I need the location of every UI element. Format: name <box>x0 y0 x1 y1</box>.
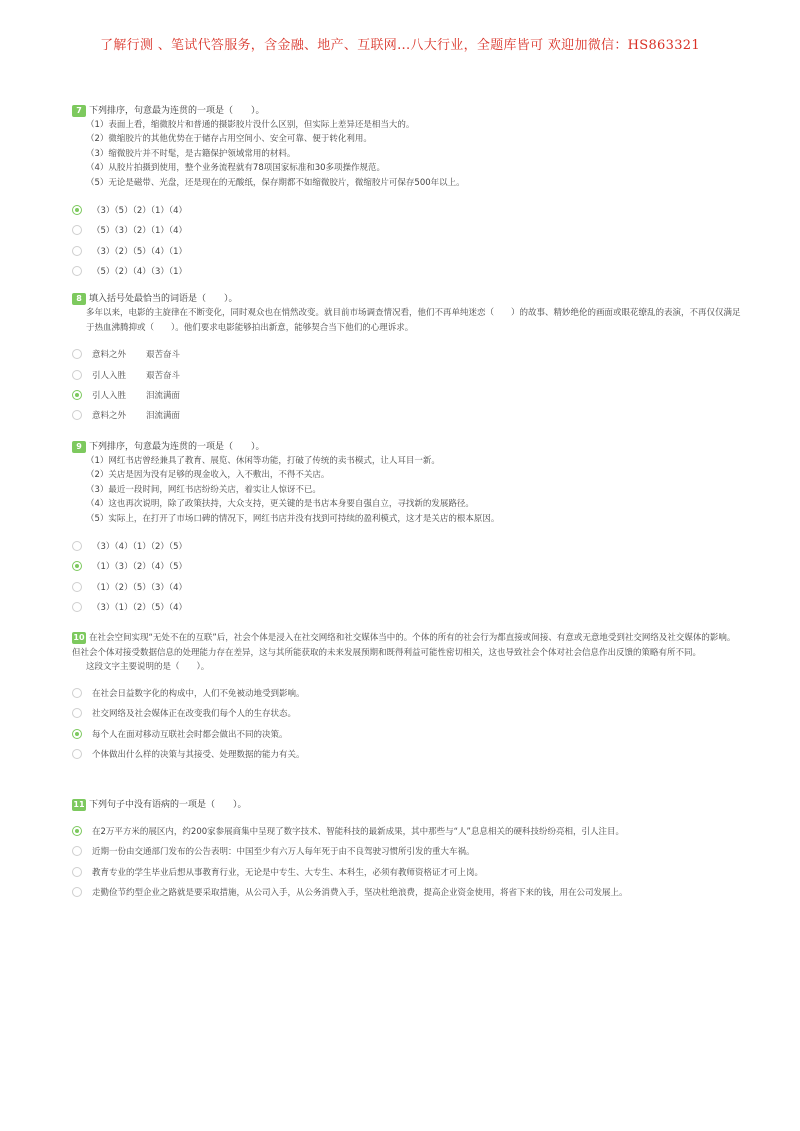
sentence-line: （4）这也再次说明，除了政策扶持，大众支持，更关键的是书店本身要自强自立，寻找新的发展路径。 <box>86 499 474 510</box>
question-stem: 下列排序，句意最为连贯的一项是（ ）。 <box>89 106 265 116</box>
option-c[interactable] <box>72 385 742 405</box>
option-word-2: 艰苦奋斗 <box>146 370 181 381</box>
option-c[interactable] <box>72 862 742 882</box>
option-label: 走勤俭节约型企业之路就是要采取措施，从公司入手，从公务消费入手，坚决杜绝浪费，提高企业资金使用，将省下来的钱，用在公司发展上。 <box>92 888 628 899</box>
option-label: （1）（3）（2）（4）（5） <box>92 562 188 573</box>
radio-button[interactable] <box>72 541 82 551</box>
question-9 <box>72 440 742 617</box>
radio-button[interactable] <box>72 887 82 897</box>
question-10 <box>72 631 742 764</box>
options-list <box>72 683 742 764</box>
option-a[interactable] <box>72 821 742 841</box>
option-label: （3）（5）（2）（1）（4） <box>92 206 188 217</box>
sentence-line: （1）网红书店曾经兼具了教育、展览、休闲等功能，打破了传统的卖书模式，让人耳目一新。 <box>86 456 440 466</box>
option-word-1: 引人入胜 <box>92 390 127 401</box>
sentence-line: （3）缩微胶片并不时髦，是古籍保护领域常用的材料。 <box>86 148 296 159</box>
option-b[interactable] <box>72 220 742 240</box>
options-list <box>72 200 742 281</box>
option-label: （3）（4）（1）（2）（5） <box>92 542 188 553</box>
option-word-2: 艰苦奋斗 <box>146 350 181 361</box>
radio-button[interactable] <box>72 370 82 380</box>
option-d[interactable] <box>72 744 742 764</box>
sentence-line: （2）微缩胶片的其他优势在于储存占用空间小、安全可靠、便于转化利用。 <box>86 134 372 145</box>
question-ask: 这段文字主要说明的是（ ）。 <box>86 662 210 673</box>
radio-button[interactable] <box>72 867 82 877</box>
question-stem: 在社会空间实现“无处不在的互联”后，社会个体是浸入在社交网络和社交媒体当中的。个体的所有的社会行为都直接或间接、有意或无意地受到社交网络及社交媒体的影响。但社会个体对接受数据信息的处理能力存在差异，这与其所能获取的未来发展预期和既得利益可能性密切相关，这也导致社会个体对社会信息作出反馈的策略有所不同。 <box>72 633 736 658</box>
option-b[interactable] <box>72 556 742 576</box>
radio-button-checked[interactable] <box>72 826 82 836</box>
option-label: 每个人在面对移动互联社会时都会做出不同的决策。 <box>92 729 288 740</box>
option-word-2: 泪流满面 <box>146 411 181 422</box>
sentence-line: （5）实际上，在打开了市场口碑的情况下，网红书店并没有找到可持续的盈利模式，这才是关店的根本原因。 <box>86 513 500 524</box>
radio-button[interactable] <box>72 688 82 698</box>
radio-button[interactable] <box>72 846 82 856</box>
promo-banner: 了解行测 、笔试代答服务，含金融、地产、互联网...八大行业，全题库皆可 欢迎加微信：HS863321 <box>100 38 700 53</box>
option-label: 在2万平方米的展区内，约200家参展商集中呈现了数字技术、智能科技的最新成果，其中那些与“人”息息相关的硬科技纷纷亮相，引人注目。 <box>92 827 624 838</box>
question-stem: 下列句子中没有语病的一项是（ ）。 <box>89 800 247 810</box>
option-label: （3）（1）（2）（5）（4） <box>92 603 188 614</box>
option-label: 个体做出什么样的决策与其接受、处理数据的能力有关。 <box>92 749 305 760</box>
sentence-line: （5）无论是磁带、光盘，还是现在的无酸纸，保存期都不如缩微胶片，微缩胶片可保存500年以上。 <box>86 177 465 188</box>
option-label: 教育专业的学生毕业后想从事教育行业，无论是中专生、大专生、本科生，必须有教师资格证才可上岗。 <box>92 867 484 878</box>
question-number-badge: 10 <box>73 632 85 642</box>
radio-button[interactable] <box>72 410 82 420</box>
option-c[interactable] <box>72 577 742 597</box>
option-label: 在社会日益数字化的构成中，人们不免被动地受到影响。 <box>92 688 305 699</box>
radio-button[interactable] <box>72 582 82 592</box>
options-list <box>72 536 742 617</box>
question-8 <box>72 292 742 425</box>
question-11 <box>72 798 742 902</box>
option-c[interactable] <box>72 723 742 743</box>
radio-button[interactable] <box>72 749 82 759</box>
sentence-line: （1）表面上看，缩微胶片和普通的摄影胶片没什么区别，但实际上差异还是相当大的。 <box>86 120 415 130</box>
option-a[interactable] <box>72 683 742 703</box>
option-word-1: 引人入胜 <box>92 370 127 381</box>
radio-button[interactable] <box>72 225 82 235</box>
question-7 <box>72 104 742 281</box>
option-word-1: 意料之外 <box>92 411 127 422</box>
option-label: 近期一份由交通部门发布的公告表明：中国至少有六万人每年死于由不良驾驶习惯所引发的重大车祸。 <box>92 847 475 858</box>
option-a[interactable] <box>72 344 742 364</box>
option-d[interactable] <box>72 597 742 617</box>
option-word-2: 泪流满面 <box>146 390 181 401</box>
radio-button[interactable] <box>72 602 82 612</box>
option-label: （5）（3）（2）（1）（4） <box>92 226 188 237</box>
option-b[interactable] <box>72 364 742 384</box>
option-label: 社交网络及社会媒体正在改变我们每个人的生存状态。 <box>92 709 297 720</box>
question-passage <box>72 631 742 660</box>
options-list <box>72 344 742 425</box>
sentence-line: （2）关店是因为没有足够的现金收入，入不敷出，不得不关店。 <box>86 470 330 481</box>
sentence-line: （3）最近一段时间，网红书店纷纷关店，着实让人惊讶不已。 <box>86 484 321 495</box>
sentence-line: （4）从胶片拍摄到使用，整个业务流程就有78项国家标准和30多项操作规范。 <box>86 163 386 174</box>
option-label: （5）（2）（4）（3）（1） <box>92 267 188 278</box>
option-c[interactable] <box>72 241 742 261</box>
question-number-badge: 9 <box>72 441 86 453</box>
question-number-badge: 8 <box>72 293 86 305</box>
option-a[interactable] <box>72 536 742 556</box>
question-number-badge: 7 <box>72 105 86 117</box>
option-label: （3）（2）（5）（4）（1） <box>92 246 188 257</box>
question-stem: 填入括号处最恰当的词语是（ ）。 <box>89 294 238 304</box>
option-d[interactable] <box>72 405 742 425</box>
option-b[interactable] <box>72 703 742 723</box>
option-label: （1）（2）（5）（3）（4） <box>92 582 188 593</box>
options-list <box>72 821 742 902</box>
option-word-1: 意料之外 <box>92 350 127 361</box>
radio-button[interactable] <box>72 266 82 276</box>
question-number-badge: 11 <box>73 799 85 809</box>
option-d[interactable] <box>72 882 742 902</box>
radio-button-checked[interactable] <box>72 390 82 400</box>
radio-button[interactable] <box>72 708 82 718</box>
radio-button-checked[interactable] <box>72 729 82 739</box>
radio-button-checked[interactable] <box>72 205 82 215</box>
radio-button[interactable] <box>72 349 82 359</box>
question-stem: 下列排序，句意最为连贯的一项是（ ）。 <box>89 442 265 452</box>
question-passage: 多年以来，电影的主旋律在不断变化，同时观众也在悄然改变。就目前市场调查情况看，他们不再单纯迷恋（ ）的故事、精妙绝伦的画面或眼花缭乱的表演，不再仅仅满足于热血沸腾抑或（ ）。他们要求电影能够拍出新意，能够契合当下他们的心理诉求。 <box>86 308 741 333</box>
option-d[interactable] <box>72 261 742 281</box>
radio-button-checked[interactable] <box>72 561 82 571</box>
option-b[interactable] <box>72 841 742 861</box>
radio-button[interactable] <box>72 246 82 256</box>
option-a[interactable] <box>72 200 742 220</box>
